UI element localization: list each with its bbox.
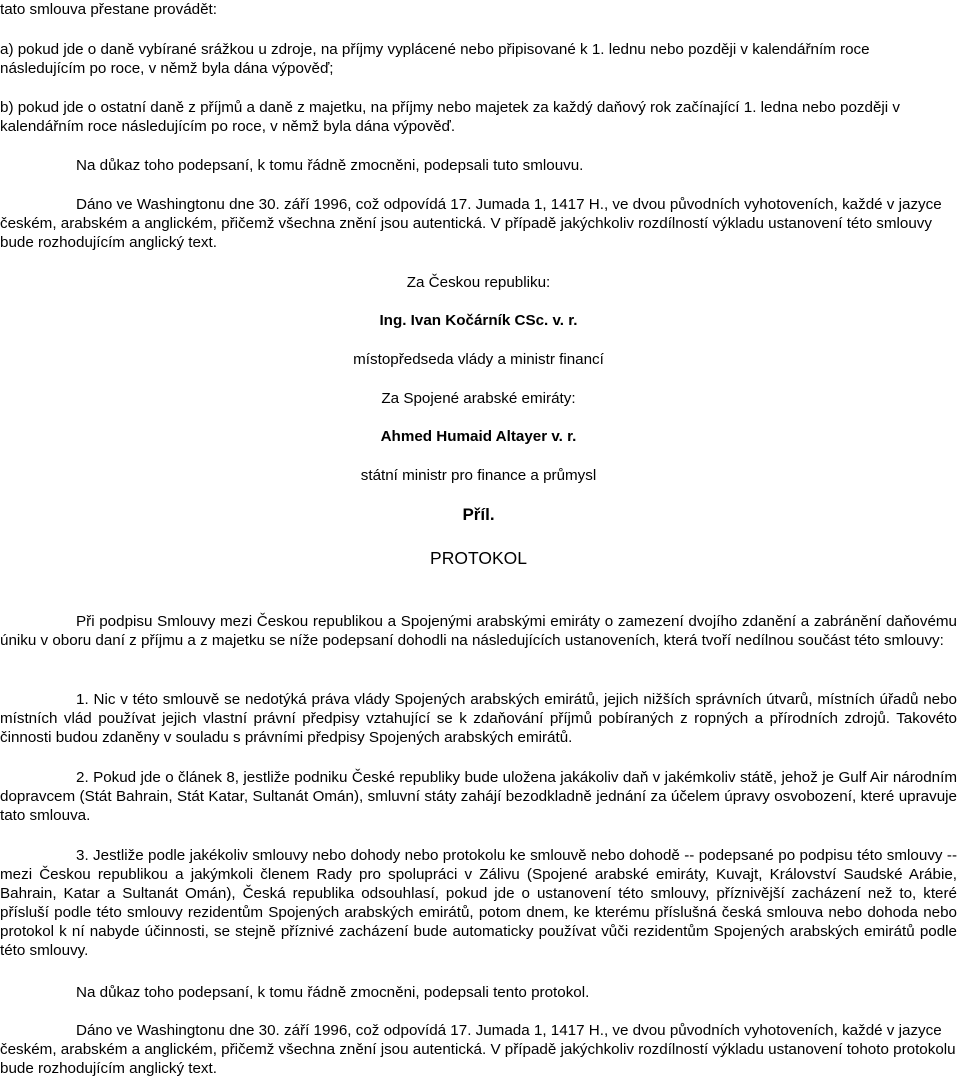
clause-a: a) pokud jde o daně vybírané srážkou u zdroje, na příjmy vyplácené nebo připisované k 1. lednu nebo později v kalendářním roce následujícím po roce, v němž byla dána výpověď; [0, 41, 870, 77]
clause-b: b) pokud jde o ostatní daně z příjmů a daně z majetku, na příjmy nebo majetek za každý daňový rok začínající 1. ledna nebo později v kalendářním roce následujícím po roce, v němž byla dána výpověď. [0, 99, 900, 135]
intro-line: tato smlouva přestane provádět: [0, 1, 217, 18]
signatory-cz-title: místopředseda vlády a ministr financí [353, 351, 604, 368]
witness-statement-protocol: Na důkaz toho podepsaní, k tomu řádně zmocněni, podepsali tento protokol. [76, 984, 590, 1001]
done-at-treaty: Dáno ve Washingtonu dne 30. září 1996, což odpovídá 17. Jumada 1, 1417 H., ve dvou původních vyhotoveních, každé v jazyce českém, arabském a anglickém, přičemž všechna znění jsou autentická. V případě jakýchkoliv rozdílností výkladu ustanovení této smlouvy bude rozhodujícím anglický text. [0, 196, 942, 251]
signatory-uae-name: Ahmed Humaid Altayer v. r. [380, 428, 577, 445]
signatory-cz-label: Za Českou republiku: [406, 274, 551, 291]
witness-statement-treaty: Na důkaz toho podepsaní, k tomu řádně zmocněni, podepsali tuto smlouvu. [76, 157, 584, 174]
done-at-protocol: Dáno ve Washingtonu dne 30. září 1996, což odpovídá 17. Jumada 1, 1417 H., ve dvou původních vyhotoveních, každé v jazyce českém, arabském a anglickém, přičemž všechna znění jsou autentická. V případě jakýchkoliv rozdílností výkladu ustanovení tohoto protokolu bude rozhodujícím anglický text. [0, 1022, 956, 1077]
signatory-cz-name: Ing. Ivan Kočárník CSc. v. r. [379, 312, 578, 329]
signatory-uae-label: Za Spojené arabské emiráty: [381, 390, 576, 407]
protocol-heading: PROTOKOL [430, 548, 527, 568]
signatory-uae-title: státní ministr pro finance a průmysl [360, 467, 597, 484]
annex-label: Příl. [462, 505, 495, 524]
protocol-item-3: 3. Jestliže podle jakékoliv smlouvy nebo dohody nebo protokolu ke smlouvě nebo dohodě -- podepsané po podpisu této smlouvy -- mezi Českou republikou a jakýmkoli členem Rady pro spolupráci v Zálivu (Spojené arabské emiráty, Kuvajt, Království Saudské Arábie, Bahrain, Katar a Sultanát Omán), Česká republika odsouhlasí, pokud jde o ustanovení této smlouvy, příznivější zacházení než to, které přísluší podle této smlouvy rezidentům Spojených arabských emirátů, potom dnem, ke kterému příslušná česká smlouva nebo dohoda nebo protokol k ní nabyde účinnosti, se stejně příznivé zacházení bude automaticky používat vůči rezidentům Spojených arabských emirátů podle této smlouvy. [0, 847, 957, 959]
protocol-item-1: 1. Nic v této smlouvě se nedotýká práva vlády Spojených arabských emirátů, jejich nižších správních útvarů, místních úřadů nebo místních vlád používat jejich vlastní právní předpisy vztahující se k zdaňování příjmů pobíraných z ropných a přírodních zdrojů. Takovéto činnosti budou zdaněny v souladu s právními předpisy Spojených arabských emirátů. [0, 691, 957, 746]
protocol-intro: Při podpisu Smlouvy mezi Českou republikou a Spojenými arabskými emiráty o zamezení dvojího zdanění a zabránění daňovému úniku v oboru daní z příjmu a z majetku se níže podepsaní dohodli na následujících ustanoveních, která tvoří nedílnou součást této smlouvy: [0, 613, 957, 649]
protocol-item-2: 2. Pokud jde o článek 8, jestliže podniku České republiky bude uložena jakákoliv daň v jakémkoliv státě, jehož je Gulf Air národním dopravcem (Stát Bahrain, Stát Katar, Sultanát Omán), smluvní státy zahájí bezodkladně jednání za účelem úpravy osvobození, které upravuje tato smlouva. [0, 769, 957, 824]
